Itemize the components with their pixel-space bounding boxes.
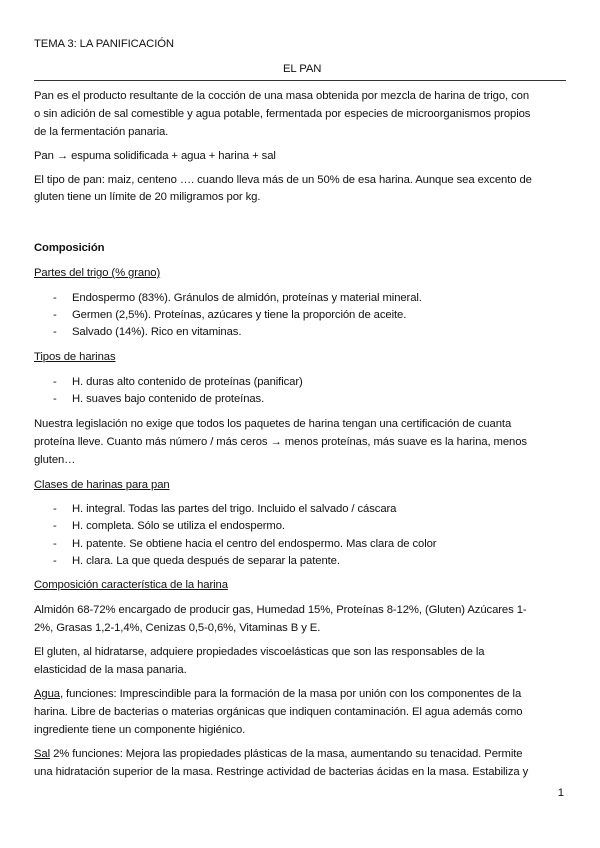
legislation-line: gluten… [34,454,76,466]
bullet-dash: - [53,520,57,532]
list-item: Endospermo (83%). Gránulos de almidón, proteínas y material mineral. [72,292,422,304]
title-divider [34,80,566,81]
bread-flours-heading: Clases de harinas para pan [34,479,170,491]
intro-line: de la fermentación panaria. [34,126,169,138]
salt-paragraph-line [34,746,522,762]
water-paragraph-line: harina. Libre de bacterias o materias orgánicas que indiquen contaminación. El agua además como [34,706,523,718]
salt-label: Sal [34,748,51,760]
legislation-line: Nuestra legislación no exige que todos los paquetes de harina tengan una certificación de cuanta [34,418,512,430]
list-item: H. integral. Todas las partes del trigo. Incluido el salvado / cáscara [72,503,397,515]
bullet-dash: - [53,376,57,388]
water-paragraph-line [34,686,521,702]
bullet-dash: - [53,326,57,338]
bullet-dash: - [53,309,57,321]
gluten-line: El gluten, al hidratarse, adquiere propiedades viscoelásticas que son las responsables de la [34,646,485,658]
bullet-dash: - [53,292,57,304]
bread-types-line: El tipo de pan: maiz, centeno …. cuando lleva más de un 50% de esa harina. Aunque sea excento de [34,174,532,186]
salt-paragraph-line: una hidratación superior de la masa. Restringe actividad de bacterias ácidas en la masa. Estabiliza y [34,766,529,778]
water-label: Agua [34,688,60,700]
document-subtitle: EL PAN [283,63,322,75]
list-item: Germen (2,5%). Proteínas, azúcares y tiene la proporción de aceite. [72,309,407,321]
composition-heading: Composición [34,242,105,254]
bullet-dash: - [53,503,57,515]
wheat-parts-heading: Partes del trigo (% grano) [34,267,161,279]
bread-formula: Pan → espuma solidificada + agua + harina + sal [34,150,276,162]
intro-line: o sin adición de sal comestible y agua potable, fermentada por especies de microorganismos propios [34,108,531,120]
list-item: H. duras alto contenido de proteínas (panificar) [72,376,303,388]
list-item: Salvado (14%). Rico en vitaminas. [72,326,242,338]
page-number: 1 [557,787,564,799]
bullet-dash: - [53,538,57,550]
list-item: H. completa. Sólo se utiliza el endospermo. [72,520,285,532]
list-item: H. clara. La que queda después de separar la patente. [72,555,340,567]
characteristic-line: Almidón 68-72% encargado de producir gas, Humedad 15%, Proteínas 8-12%, (Gluten) Azúcares 1- [34,604,527,616]
list-item: H. suaves bajo contenido de proteínas. [72,393,265,405]
salt-text: 2% funciones: Mejora las propiedades plásticas de la masa, aumentando su tenacidad. Permite [50,748,523,760]
list-item: H. patente. Se obtiene hacia el centro del endospermo. Mas clara de color [72,538,437,550]
gluten-line: elasticidad de la masa panaria. [34,664,187,676]
water-paragraph-line: ingrediente tiene un componente higiénico. [34,724,246,736]
characteristic-line: 2%, Grasas 1,2-1,4%, Cenizas 0,5-0,6%, Vitaminas B y E. [34,622,321,634]
document-topic: TEMA 3: LA PANIFICACIÓN [34,38,174,50]
bread-types-line: gluten tiene un límite de 20 miligramos por kg. [34,191,261,203]
flour-types-heading: Tipos de harinas [34,351,116,363]
legislation-line: proteína lleve. Cuanto más número / más ceros → menos proteínas, más suave es la harina, menos [34,436,527,448]
characteristic-heading: Composición característica de la harina [34,579,228,591]
water-text: , funciones: Imprescindible para la formación de la masa por unión con los componentes de la [59,688,522,700]
bullet-dash: - [53,393,57,405]
bullet-dash: - [53,555,57,567]
intro-line: Pan es el producto resultante de la cocción de una masa obtenida por mezcla de harina de trigo, con [34,90,530,102]
